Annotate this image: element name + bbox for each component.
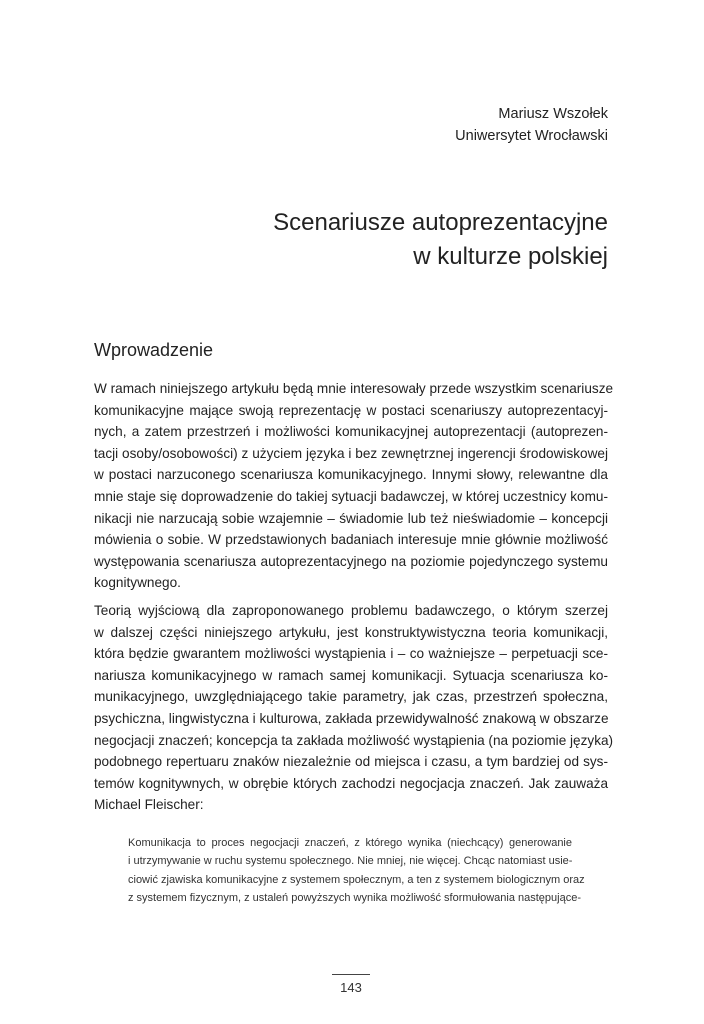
paragraph-line: mówienia o sobie. W przedstawionych badaniach interesuje mnie głównie możliwość: [94, 532, 608, 548]
paragraph-line: w dalszej części niniejszego artykułu, jest konstruktywistyczna teoria komunikacji,: [94, 624, 608, 640]
paragraph-line: negocjacji znaczeń; koncepcja ta zakłada możliwość wystąpienia (na poziomie języka): [94, 732, 614, 748]
page-number: 143: [340, 980, 362, 995]
author-affiliation: Uniwersytet Wrocławski: [455, 128, 608, 144]
paragraph-line: w postaci narzuconego scenariusza komunikacyjnego. Innymi słowy, relewantne dla: [94, 467, 608, 483]
paragraph-line: nych, a zatem przestrzeń i możliwości komunikacyjnej autoprezentacji (autoprezen-: [94, 424, 608, 440]
paragraph-line: munikacyjnego, uwzględniającego takie parametry, jak czas, przestrzeń społeczna,: [94, 689, 608, 705]
quote-line: ciowić zjawiska komunikacyjne z systemem społecznym, a ten z systemem biologicznym oraz: [128, 873, 585, 886]
paragraph-line: podobnego repertuaru znaków niezależnie od miejsca i czasu, a tym bardziej od sys-: [94, 754, 608, 770]
author-block: [455, 103, 608, 147]
paragraph-line: nikacji nie narzucają sobie wzajemnie – świadomie lub też nieświadomie – koncepcji: [94, 510, 608, 526]
section-heading: Wprowadzenie: [94, 340, 214, 360]
paragraph-line: która będzie gwarantem możliwości wystąpienia i – co ważniejsze – perpetuacji sce-: [94, 646, 608, 662]
paragraph-line: Michael Fleischer:: [94, 797, 204, 813]
title-line-2: w kulturze polskiej: [413, 243, 608, 270]
paragraph-2: [94, 600, 614, 816]
paragraph-line: mnie staje się doprowadzenie do takiej sytuacji badawczej, w której uczestnicy komu-: [94, 488, 608, 504]
paragraph-line: Teorią wyjściową dla zaproponowanego problemu badawczego, o którym szerzej: [94, 603, 608, 618]
paragraph-line: psychiczna, lingwistyczna i kulturowa, zakłada przewidywalność znakową w obszarze: [94, 710, 609, 726]
paragraph-line: nariusza komunikacyjnego w ramach samej komunikacji. Sytuacja scenariusza ko-: [94, 667, 608, 683]
paragraph-line: występowania scenariusza autoprezentacyjnego na poziomie pojedynczego systemu: [94, 553, 608, 569]
paragraph-line: komunikacyjne mające swoją reprezentację w postaci scenariuszy autoprezentacyj-: [94, 402, 608, 418]
quote-line: Komunikacja to proces negocjacji znaczeń, z którego wynika (niechcący) generowanie: [128, 837, 572, 849]
paragraph-line: W ramach niniejszego artykułu będą mnie interesowały przede wszystkim scenariusze: [94, 381, 614, 396]
title-line-1: Scenariusze autoprezentacyjne: [273, 209, 608, 236]
paragraph-line: kognitywnego.: [94, 575, 181, 591]
paragraph-line: tacji osoby/osobowości) z użyciem języka i bez zewnętrznej ingerencji środowiskowej: [94, 445, 608, 461]
paragraph-line: temów kognitywnych, w obrębie których zachodzi negocjacja znaczeń. Jak zauważa: [94, 775, 608, 791]
quote-line: i utrzymywanie w ruchu systemu społecznego. Nie mniej, nie więcej. Chcąc natomiast usie-: [128, 855, 573, 868]
block-quote: [128, 834, 585, 908]
quote-line: z systemem fizycznym, z ustaleń powyższych wynika możliwość sformułowania następujące-: [128, 892, 581, 905]
paragraph-1: [94, 378, 614, 594]
author-name: Mariusz Wszołek: [498, 106, 608, 122]
article-title: [273, 206, 608, 274]
footer-rule: [332, 974, 370, 975]
